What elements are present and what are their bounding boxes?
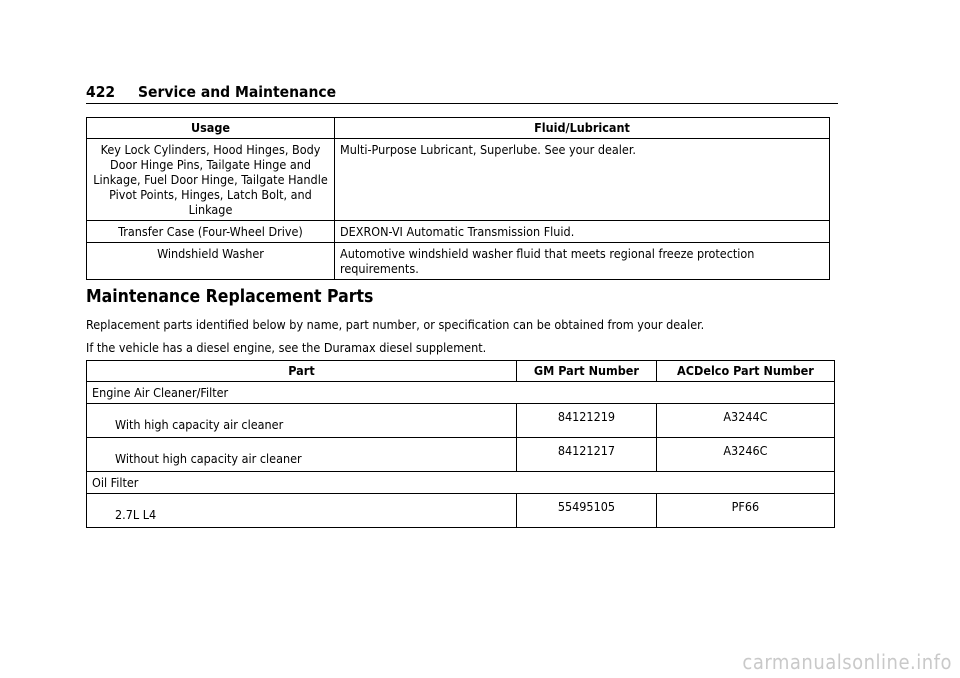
group-name: Engine Air Cleaner/Filter bbox=[87, 382, 835, 404]
gm-part-number: 84121217 bbox=[517, 438, 657, 472]
column-header-fluid: Fluid/Lubricant bbox=[335, 118, 830, 139]
fluid-cell: Automotive windshield washer fluid that meets regional freeze protection requirements. bbox=[335, 243, 830, 280]
column-header-gm-part-number: GM Part Number bbox=[517, 361, 657, 382]
fluid-cell: DEXRON-VI Automatic Transmission Fluid. bbox=[335, 221, 830, 243]
usage-cell: Windshield Washer bbox=[87, 243, 335, 280]
table-row bbox=[87, 404, 835, 438]
usage-cell: Key Lock Cylinders, Hood Hinges, Body Door Hinge Pins, Tailgate Hinge and Linkage, Fuel Door Hinge, Tailgate Handle Pivot Points, Hinges, Latch Bolt, and Linkage bbox=[87, 139, 335, 221]
fluids-table bbox=[86, 117, 830, 280]
intro-paragraph: Replacement parts identified below by name, part number, or specification can be obtained from your dealer. bbox=[86, 317, 705, 332]
group-name: Oil Filter bbox=[87, 472, 835, 494]
table-row bbox=[87, 139, 830, 221]
column-header-part: Part bbox=[87, 361, 517, 382]
column-header-usage: Usage bbox=[87, 118, 335, 139]
table-header-row bbox=[87, 118, 830, 139]
section-title: Maintenance Replacement Parts bbox=[86, 287, 374, 307]
table-row bbox=[87, 494, 835, 528]
group-row bbox=[87, 472, 835, 494]
page-number: 422 bbox=[86, 83, 116, 101]
table-header-row bbox=[87, 361, 835, 382]
column-header-acdelco-part-number: ACDelco Part Number bbox=[656, 361, 834, 382]
part-name: 2.7L L4 bbox=[87, 494, 517, 528]
section-header-title: Service and Maintenance bbox=[138, 83, 337, 101]
parts-table bbox=[86, 360, 835, 528]
part-name: With high capacity air cleaner bbox=[87, 404, 517, 438]
page-header bbox=[86, 83, 838, 104]
gm-part-number: 55495105 bbox=[517, 494, 657, 528]
table-row bbox=[87, 243, 830, 280]
table-row bbox=[87, 438, 835, 472]
gm-part-number: 84121219 bbox=[517, 404, 657, 438]
usage-cell: Transfer Case (Four-Wheel Drive) bbox=[87, 221, 335, 243]
fluid-cell: Multi-Purpose Lubricant, Superlube. See your dealer. bbox=[335, 139, 830, 221]
watermark-logo: carmanualsonline.info bbox=[742, 650, 952, 674]
acdelco-part-number: A3244C bbox=[656, 404, 834, 438]
acdelco-part-number: A3246C bbox=[656, 438, 834, 472]
part-name: Without high capacity air cleaner bbox=[87, 438, 517, 472]
group-row bbox=[87, 382, 835, 404]
acdelco-part-number: PF66 bbox=[656, 494, 834, 528]
table-row bbox=[87, 221, 830, 243]
diesel-note-paragraph: If the vehicle has a diesel engine, see the Duramax diesel supplement. bbox=[86, 340, 487, 355]
